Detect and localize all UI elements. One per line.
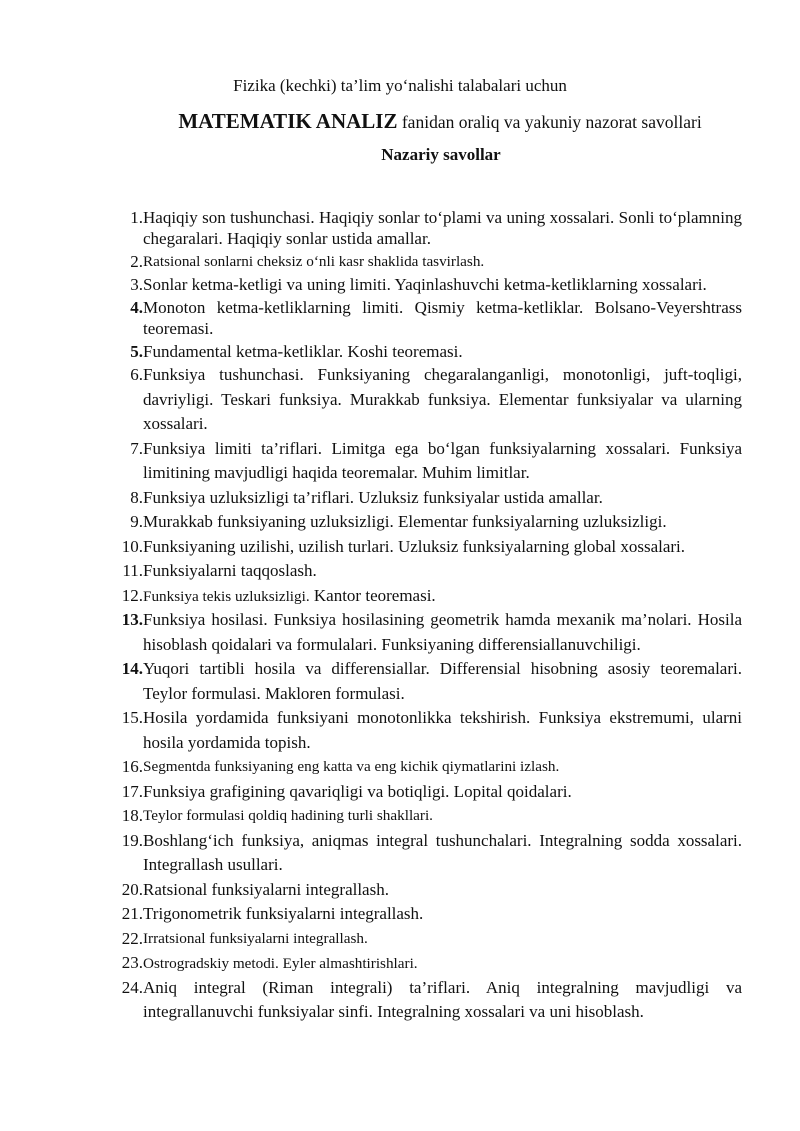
item-number: 24. [121, 977, 143, 997]
item-text: Monoton ketma-ketliklarning limiti. Qismiy ketma-ketliklar. Bolsano-Veyershtrass teoremasi. [143, 298, 742, 338]
list-item [0, 274, 800, 295]
list-item [0, 251, 800, 272]
item-text: Trigonometrik funksiyalarni integrallash. [143, 904, 424, 923]
item-number: 3. [130, 275, 143, 294]
item-number: 18. [121, 806, 143, 825]
item-text: Funksiya limiti ta’riflari. Limitga ega bo‘lgan funksiyalarning xossalari. Funksiya limitining mavjudligi haqida teoremalar. Muhim limitlar. [143, 438, 742, 482]
item-text-rest: Eyler almashtirishlari. [278, 955, 418, 972]
item-text: Funksiya hosilasi. Funksiya hosilasining geometrik hamda mexanik ma’nolari. Hosila hisoblash qoidalari va formulalari. Funksiyaning differensiallanuvchiligi. [143, 610, 742, 654]
item-text: Segmentda funksiyaning eng katta va eng kichik qiymatlarini izlash. [143, 758, 560, 775]
item-text: Irratsional funksiyalarni integrallash. [143, 929, 368, 947]
document-title [0, 109, 800, 134]
item-text [143, 951, 742, 976]
item-number: 17. [121, 781, 143, 801]
item-text: Hosila yordamida funksiyani monotonlikka tekshirish. Funksiya ekstremumi, ularni hosila yordamida topish. [143, 708, 742, 752]
item-number: 13. [121, 610, 143, 629]
item-number: 12. [121, 585, 143, 605]
list-item [0, 559, 800, 584]
list-item [0, 878, 800, 903]
section-heading: Nazariy savollar [381, 145, 501, 164]
item-number: 22. [121, 928, 143, 948]
list-item [0, 780, 800, 805]
list-item [0, 363, 800, 437]
list-item [0, 207, 800, 249]
list-item [0, 297, 800, 339]
item-text: Teylor formulasi qoldiq hadining turli shakllari. [143, 807, 433, 824]
item-text-small: Ostrogradskiy metodi. [143, 955, 279, 972]
item-text: Aniq integral (Riman integrali) ta’riflari. Aniq integralning mavjudligi va integrallanuvchi funksiyalar sinfi. Integralning xossalari va uni hisoblash. [143, 977, 742, 1021]
item-text: Funksiya tushunchasi. Funksiyaning chegaralanganligi, monotonligi, juft-toqligi, davriyligi. Teskari funksiya. Murakkab funksiya. Elementar funksiyalar va ularning xossalari. [143, 365, 742, 433]
list-item [0, 535, 800, 560]
item-text: Funksiya grafigining qavariqligi va botiqligi. Lopital qoidalari. [143, 781, 572, 801]
item-number: 9. [130, 512, 143, 531]
item-text: Fundamental ketma-ketliklar. Koshi teoremasi. [143, 342, 463, 361]
item-text: Funksiyaning uzilishi, uzilish turlari. Uzluksiz funksiyalarning global xossalari. [143, 536, 686, 556]
item-text-rest: Kantor teoremasi. [309, 585, 436, 605]
item-text-small: Funksiya tekis uzluksizligi. [143, 587, 310, 605]
item-number: 21. [121, 904, 143, 923]
document-subtitle: Fizika (kechki) ta’lim yo‘nalishi talabalari uchun [233, 76, 567, 95]
item-number: 15. [121, 708, 143, 727]
item-text: Murakkab funksiyaning uzluksizligi. Elementar funksiyalarning uzluksizligi. [143, 512, 667, 531]
list-item [0, 976, 800, 1025]
item-number: 23. [121, 953, 143, 972]
list-item [0, 584, 800, 609]
list-item [0, 510, 800, 535]
item-number: 10. [121, 536, 143, 556]
list-item [0, 902, 800, 927]
question-list [0, 207, 800, 1025]
item-text: Yuqori tartibli hosila va differensiallar. Differensial hisobning asosiy teoremalari. Teylor formulasi. Makloren formulasi. [143, 659, 742, 703]
item-number: 19. [121, 830, 143, 850]
item-text: Funksiyalarni taqqoslash. [143, 561, 317, 580]
list-item [0, 608, 800, 657]
list-item [0, 486, 800, 511]
list-item [0, 706, 800, 755]
item-number: 5. [130, 342, 143, 361]
item-text [143, 584, 742, 609]
list-item [0, 755, 800, 780]
item-number: 14. [121, 659, 143, 678]
document-title-subject: MATEMATIK ANALIZ [178, 109, 398, 133]
item-number: 20. [121, 879, 143, 899]
item-text: Haqiqiy son tushunchasi. Haqiqiy sonlar to‘plami va uning xossalari. Sonli to‘plamning chegaralari. Haqiqiy sonlar ustida amallar. [143, 208, 742, 248]
list-item [0, 951, 800, 976]
list-item [0, 437, 800, 486]
list-item [0, 804, 800, 829]
list-item [0, 657, 800, 706]
item-text: Ratsional funksiyalarni integrallash. [143, 879, 389, 899]
item-text: Boshlang‘ich funksiya, aniqmas integral tushunchalari. Integralning sodda xossalari. Integrallash usullari. [143, 830, 742, 874]
item-number: 1. [130, 208, 143, 227]
item-text: Ratsional sonlarni cheksiz o‘nli kasr shaklida tasvirlash. [143, 253, 485, 270]
document-title-rest: fanidan oraliq va yakuniy nazorat savollari [397, 112, 702, 132]
item-number: 2. [130, 252, 143, 271]
item-number: 4. [130, 298, 143, 317]
item-number: 8. [130, 487, 143, 507]
list-item [0, 927, 800, 952]
item-number: 11. [122, 561, 143, 580]
list-item [0, 829, 800, 878]
list-item [0, 341, 800, 362]
item-text: Funksiya uzluksizligi ta’riflari. Uzluksiz funksiyalar ustida amallar. [143, 487, 603, 507]
item-number: 7. [130, 438, 143, 458]
item-text: Sonlar ketma-ketligi va uning limiti. Yaqinlashuvchi ketma-ketliklarning xossalari. [143, 275, 707, 294]
item-number: 16. [121, 757, 143, 776]
item-number: 6. [130, 365, 143, 384]
